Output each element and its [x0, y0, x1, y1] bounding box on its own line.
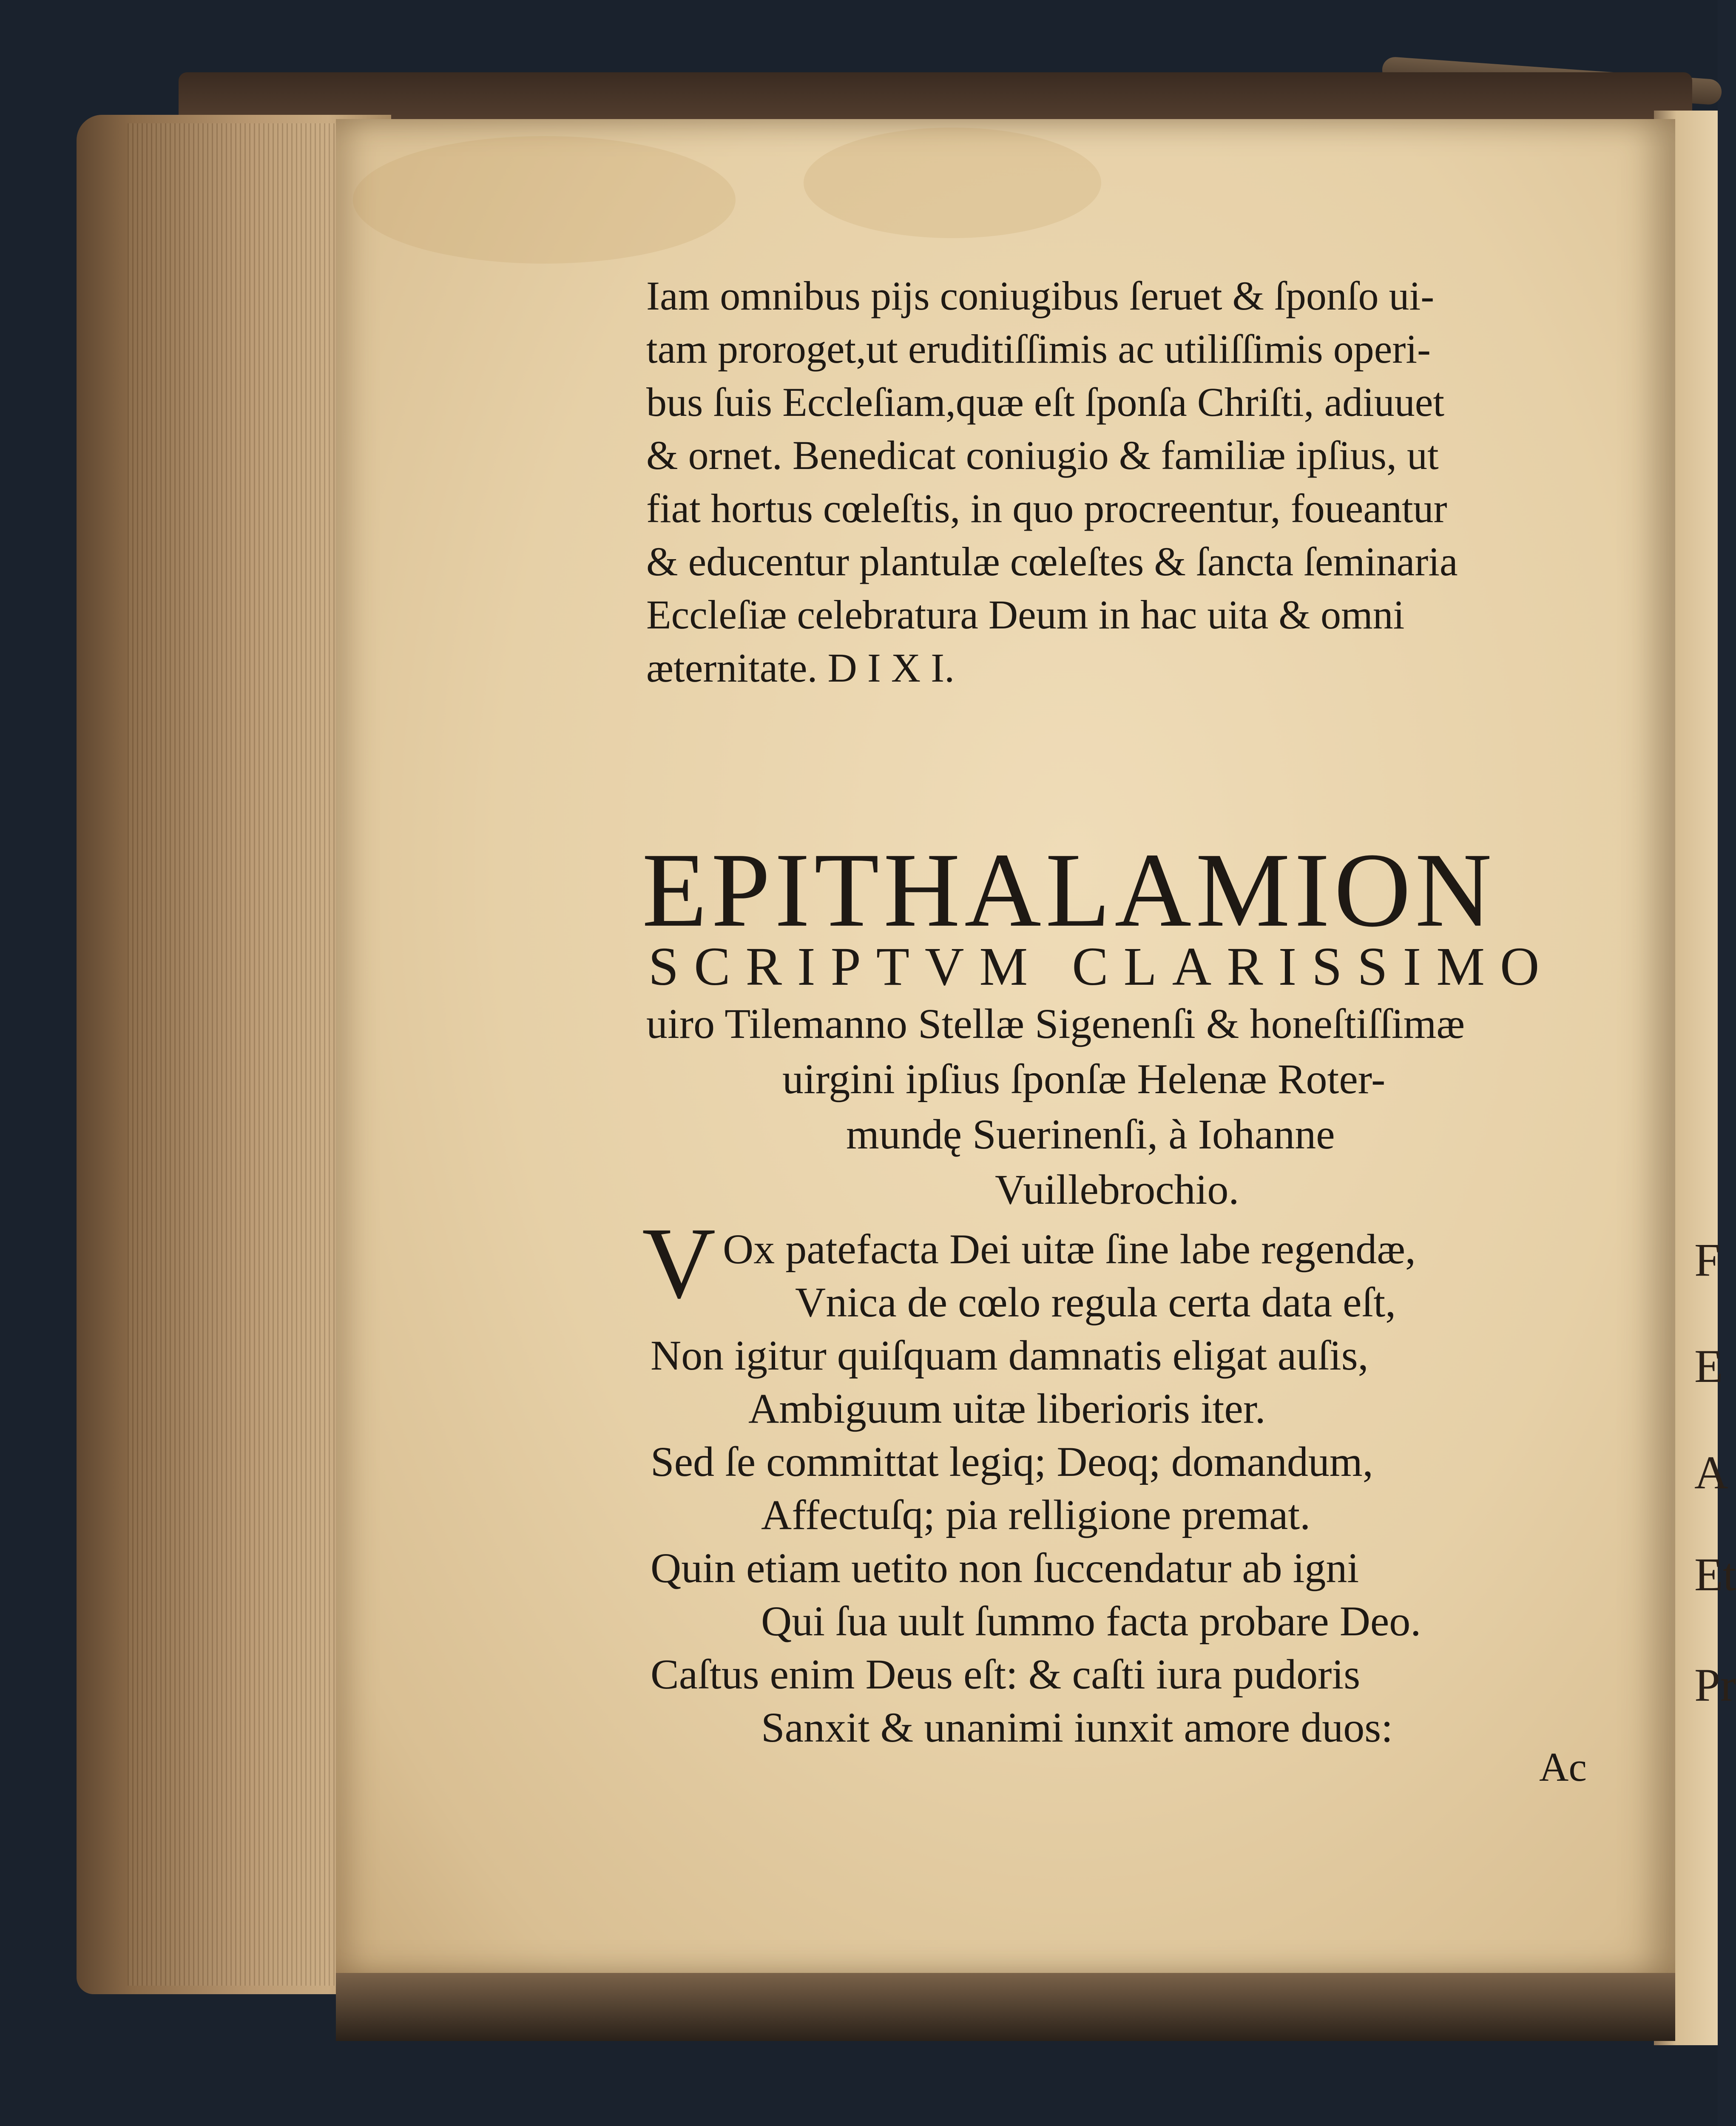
prose-line: bus ſuis Eccleſiam,quæ eſt ſponſa Chriſti, adiuuet [646, 379, 1445, 425]
verse-line: Vnica de cœlo regula certa data eſt, [795, 1279, 1396, 1326]
verse-line: Ambiguum uitæ liberioris iter. [748, 1385, 1266, 1432]
drop-capital: V [642, 1206, 716, 1319]
dedication-line: uirgini ipſius ſponſæ Helenæ Roter- [782, 1055, 1386, 1103]
prose-line: & ornet. Benedicat coniugio & familiæ ipſius, ut [646, 432, 1439, 478]
verse-line: Ox patefacta Dei uitæ ſine labe regendæ, [723, 1225, 1416, 1273]
prose-line: æternitate. D I X I. [646, 645, 955, 691]
prose-line: Eccleſiæ celebratura Deum in hac uita & omni [646, 592, 1405, 637]
catchword: Ac [1539, 1744, 1587, 1790]
verse-line: Affectuſq; pia relligione premat. [761, 1491, 1311, 1538]
verse-line: Non igitur quiſquam damnatis eligat auſis, [651, 1332, 1369, 1379]
dedication-line: mundę Suerinenſi, à Iohanne [846, 1111, 1335, 1158]
prose-line: tam proroget,ut eruditiſſimis ac utiliſſimis operi- [646, 326, 1431, 372]
page-stain [804, 128, 1101, 238]
page-subtitle: SCRIPTVM CLARISSIMO [648, 936, 1555, 997]
right-page-letter: A [1694, 1447, 1728, 1498]
dedication-line: Vuillebrochio. [995, 1166, 1239, 1213]
prose-line: Iam omnibus pijs coniugibus ſeruet & ſponſo ui- [646, 273, 1435, 318]
prose-line: & educentur plantulæ cœleſtes & ſancta ſeminaria [646, 539, 1458, 584]
verse-line: Qui ſua uult ſummo facta probare Deo. [761, 1597, 1421, 1645]
page-stain [353, 136, 736, 264]
page-title: EPITHALAMION [642, 831, 1496, 949]
verse-line: Quin etiam uetito non ſuccendatur ab igni [651, 1544, 1359, 1592]
verse-line: Sed ſe committat legiq; Deoq; domandum, [651, 1438, 1373, 1485]
verse-line: Sanxit & unanimi iunxit amore duos: [761, 1704, 1393, 1751]
right-page-letter: E [1694, 1340, 1723, 1392]
prose-line: fiat hortus cœleſtis, in quo procreentur, foueantur [646, 486, 1447, 531]
dedication-line: uiro Tilemanno Stellæ Sigenenſi & honeſtiſſimæ [646, 1000, 1465, 1047]
right-page-letter: Pr [1694, 1659, 1736, 1711]
page-bottom-edge [336, 1973, 1675, 2041]
verse-line: Caſtus enim Deus eſt: & caſti iura pudoris [651, 1651, 1361, 1698]
right-page-letter: Et [1694, 1549, 1736, 1600]
right-page-letter: F [1694, 1234, 1721, 1286]
